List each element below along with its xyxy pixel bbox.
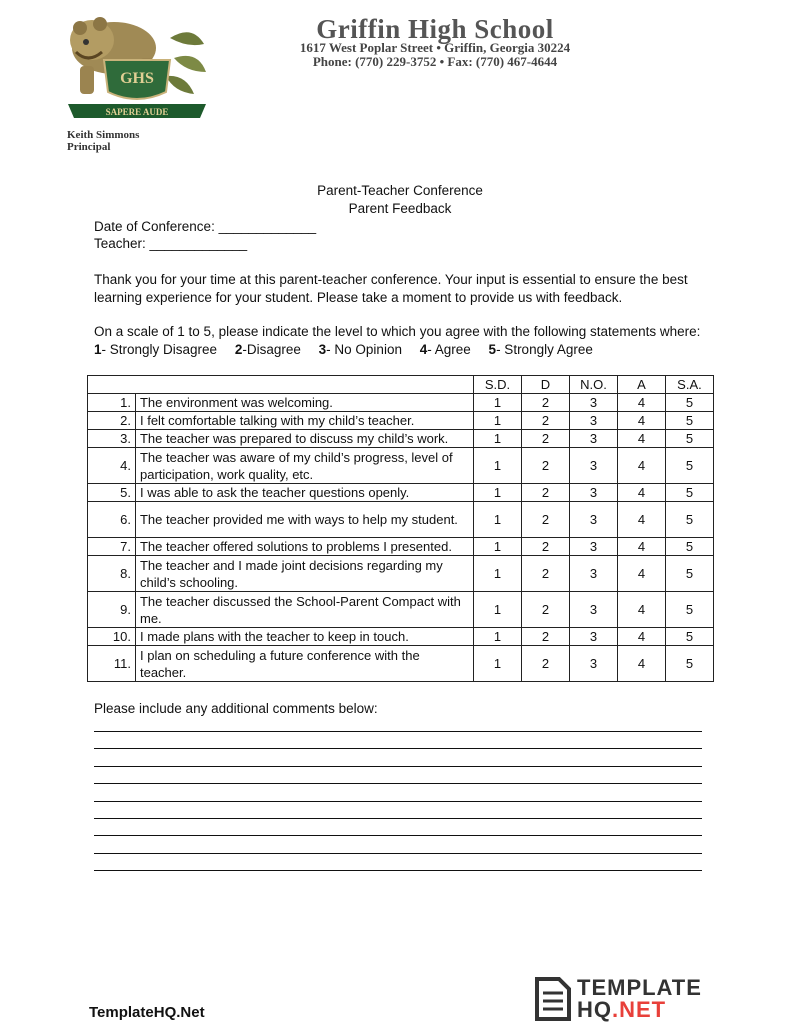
table-row	[88, 592, 714, 628]
form-subtitle: Parent Feedback	[348, 201, 452, 216]
statement-number: 7.	[88, 538, 136, 556]
rating-option-5[interactable]: 5	[665, 538, 713, 556]
rating-option-3[interactable]: 3	[569, 448, 617, 484]
rating-option-4[interactable]: 4	[617, 556, 665, 592]
statement-number: 1.	[88, 394, 136, 412]
principal-name: Keith Simmons	[67, 129, 140, 141]
rating-option-4[interactable]: 4	[617, 628, 665, 646]
scale-item-3: 3- No Opinion	[318, 342, 402, 357]
rating-option-3[interactable]: 3	[569, 412, 617, 430]
table-body	[88, 394, 714, 682]
table-row	[88, 448, 714, 484]
table-row	[88, 538, 714, 556]
header-strongly-disagree: S.D.	[474, 376, 522, 394]
comments-label: Please include any additional comments below:	[94, 701, 378, 716]
brand-wordmark	[577, 977, 702, 1021]
scale-legend	[94, 341, 714, 359]
rating-option-4[interactable]: 4	[617, 394, 665, 412]
rating-option-5[interactable]: 5	[665, 394, 713, 412]
document-icon	[533, 975, 573, 1023]
rating-option-4[interactable]: 4	[617, 448, 665, 484]
statement-text: The teacher and I made joint decisions regarding my child’s schooling.	[135, 556, 473, 592]
rating-option-1[interactable]: 1	[474, 592, 522, 628]
header-agree: A	[617, 376, 665, 394]
table-row	[88, 412, 714, 430]
table-row	[88, 484, 714, 502]
rating-option-4[interactable]: 4	[617, 538, 665, 556]
scale-intro: On a scale of 1 to 5, please indicate the level to which you agree with the following statements where:	[94, 324, 701, 339]
table-header-blank	[88, 376, 474, 394]
header-disagree: D	[521, 376, 569, 394]
comment-line[interactable]	[94, 870, 702, 871]
rating-option-2[interactable]: 2	[521, 484, 569, 502]
comment-line[interactable]	[94, 783, 702, 784]
footer-site-name: TemplateHQ.Net	[89, 1004, 205, 1021]
statement-number: 8.	[88, 556, 136, 592]
statement-text: The teacher offered solutions to problems I presented.	[135, 538, 473, 556]
brand-line-1: TEMPLATE	[577, 975, 702, 1000]
rating-option-1[interactable]: 1	[474, 448, 522, 484]
rating-option-3[interactable]: 3	[569, 538, 617, 556]
rating-option-2[interactable]: 2	[521, 394, 569, 412]
rating-option-5[interactable]: 5	[665, 412, 713, 430]
rating-option-1[interactable]: 1	[474, 484, 522, 502]
rating-option-1[interactable]: 1	[474, 502, 522, 538]
rating-option-5[interactable]: 5	[665, 448, 713, 484]
feedback-rating-table	[87, 375, 714, 682]
statement-number: 6.	[88, 502, 136, 538]
scale-instructions	[94, 323, 714, 359]
rating-option-2[interactable]: 2	[521, 556, 569, 592]
scale-item-2: 2-Disagree	[234, 342, 301, 357]
scale-item-4: 4- Agree	[419, 342, 471, 357]
rating-option-2[interactable]: 2	[521, 538, 569, 556]
rating-option-1[interactable]: 1	[474, 556, 522, 592]
statement-text: I felt comfortable talking with my child’s teacher.	[135, 412, 473, 430]
comment-line[interactable]	[94, 835, 702, 836]
templatehq-brand-logo	[533, 975, 723, 1025]
comment-line[interactable]	[94, 853, 702, 854]
rating-option-1[interactable]: 1	[474, 646, 522, 682]
statement-number: 11.	[88, 646, 136, 682]
school-crest-logo	[62, 14, 212, 122]
scale-item-1: 1- Strongly Disagree	[94, 342, 218, 357]
rating-option-5[interactable]: 5	[665, 502, 713, 538]
rating-option-3[interactable]: 3	[569, 646, 617, 682]
rating-option-1[interactable]: 1	[474, 412, 522, 430]
rating-option-3[interactable]: 3	[569, 502, 617, 538]
statement-text: The environment was welcoming.	[135, 394, 473, 412]
school-phone-fax: Phone: (770) 229-3752 • Fax: (770) 467-4644	[312, 54, 558, 69]
rating-option-5[interactable]: 5	[665, 592, 713, 628]
comment-line[interactable]	[94, 801, 702, 802]
header-strongly-agree: S.A.	[665, 376, 713, 394]
rating-option-5[interactable]: 5	[665, 628, 713, 646]
rating-option-3[interactable]: 3	[569, 556, 617, 592]
rating-option-4[interactable]: 4	[617, 412, 665, 430]
statement-text: I made plans with the teacher to keep in touch.	[135, 628, 473, 646]
teacher-field[interactable]: Teacher: _____________	[94, 236, 248, 251]
table-row	[88, 646, 714, 682]
statement-text: The teacher provided me with ways to help my student.	[135, 502, 473, 538]
rating-option-2[interactable]: 2	[521, 628, 569, 646]
rating-option-2[interactable]: 2	[521, 412, 569, 430]
statement-text: The teacher discussed the School-Parent Compact with me.	[135, 592, 473, 628]
statement-number: 5.	[88, 484, 136, 502]
date-of-conference-field[interactable]: Date of Conference: _____________	[94, 219, 317, 234]
rating-option-4[interactable]: 4	[617, 646, 665, 682]
table-row	[88, 394, 714, 412]
form-title: Parent-Teacher Conference	[317, 183, 483, 198]
table-row	[88, 556, 714, 592]
rating-option-1[interactable]: 1	[474, 628, 522, 646]
header-no-opinion: N.O.	[569, 376, 617, 394]
table-header-row	[88, 376, 714, 394]
rating-option-1[interactable]: 1	[474, 430, 522, 448]
brand-line-2: HQ.NET	[577, 997, 667, 1022]
statement-number: 9.	[88, 592, 136, 628]
rating-option-5[interactable]: 5	[665, 556, 713, 592]
statement-number: 4.	[88, 448, 136, 484]
school-address: 1617 West Poplar Street • Griffin, Georgia 30224	[299, 40, 571, 55]
rating-option-4[interactable]: 4	[617, 430, 665, 448]
rating-option-4[interactable]: 4	[617, 502, 665, 538]
table-row	[88, 628, 714, 646]
rating-option-1[interactable]: 1	[474, 394, 522, 412]
statement-number: 10.	[88, 628, 136, 646]
statement-number: 3.	[88, 430, 136, 448]
rating-option-2[interactable]: 2	[521, 646, 569, 682]
comment-line[interactable]	[94, 748, 702, 749]
rating-option-3[interactable]: 3	[569, 430, 617, 448]
rating-option-3[interactable]: 3	[569, 484, 617, 502]
comment-line[interactable]	[94, 731, 702, 732]
statement-text: I plan on scheduling a future conference with the teacher.	[135, 646, 473, 682]
scale-item-5: 5- Strongly Agree	[488, 342, 593, 357]
school-name: Griffin High School	[316, 14, 554, 44]
rating-option-4[interactable]: 4	[617, 592, 665, 628]
rating-option-5[interactable]: 5	[665, 484, 713, 502]
statement-text: The teacher was prepared to discuss my child’s work.	[135, 430, 473, 448]
crest-letters: GHS	[120, 70, 154, 87]
rating-option-2[interactable]: 2	[521, 430, 569, 448]
statement-number: 2.	[88, 412, 136, 430]
rating-option-3[interactable]: 3	[569, 592, 617, 628]
intro-paragraph: Thank you for your time at this parent-teacher conference. Your input is essential to ensure the best learning experience for your student. Please take a moment to provide us with feedback.	[94, 272, 688, 305]
rating-option-2[interactable]: 2	[521, 448, 569, 484]
rating-option-5[interactable]: 5	[665, 646, 713, 682]
rating-option-5[interactable]: 5	[665, 430, 713, 448]
rating-option-2[interactable]: 2	[521, 592, 569, 628]
comment-line[interactable]	[94, 766, 702, 767]
table-row	[88, 430, 714, 448]
rating-option-4[interactable]: 4	[617, 484, 665, 502]
statement-text: I was able to ask the teacher questions openly.	[135, 484, 473, 502]
rating-option-3[interactable]: 3	[569, 628, 617, 646]
comment-line[interactable]	[94, 818, 702, 819]
principal-title: Principal	[67, 141, 111, 153]
table-row	[88, 502, 714, 538]
crest-motto: SAPERE AUDE	[105, 107, 169, 117]
rating-option-2[interactable]: 2	[521, 502, 569, 538]
statement-text: The teacher was aware of my child’s progress, level of participation, work quality, etc.	[135, 448, 473, 484]
rating-option-1[interactable]: 1	[474, 538, 522, 556]
rating-option-3[interactable]: 3	[569, 394, 617, 412]
